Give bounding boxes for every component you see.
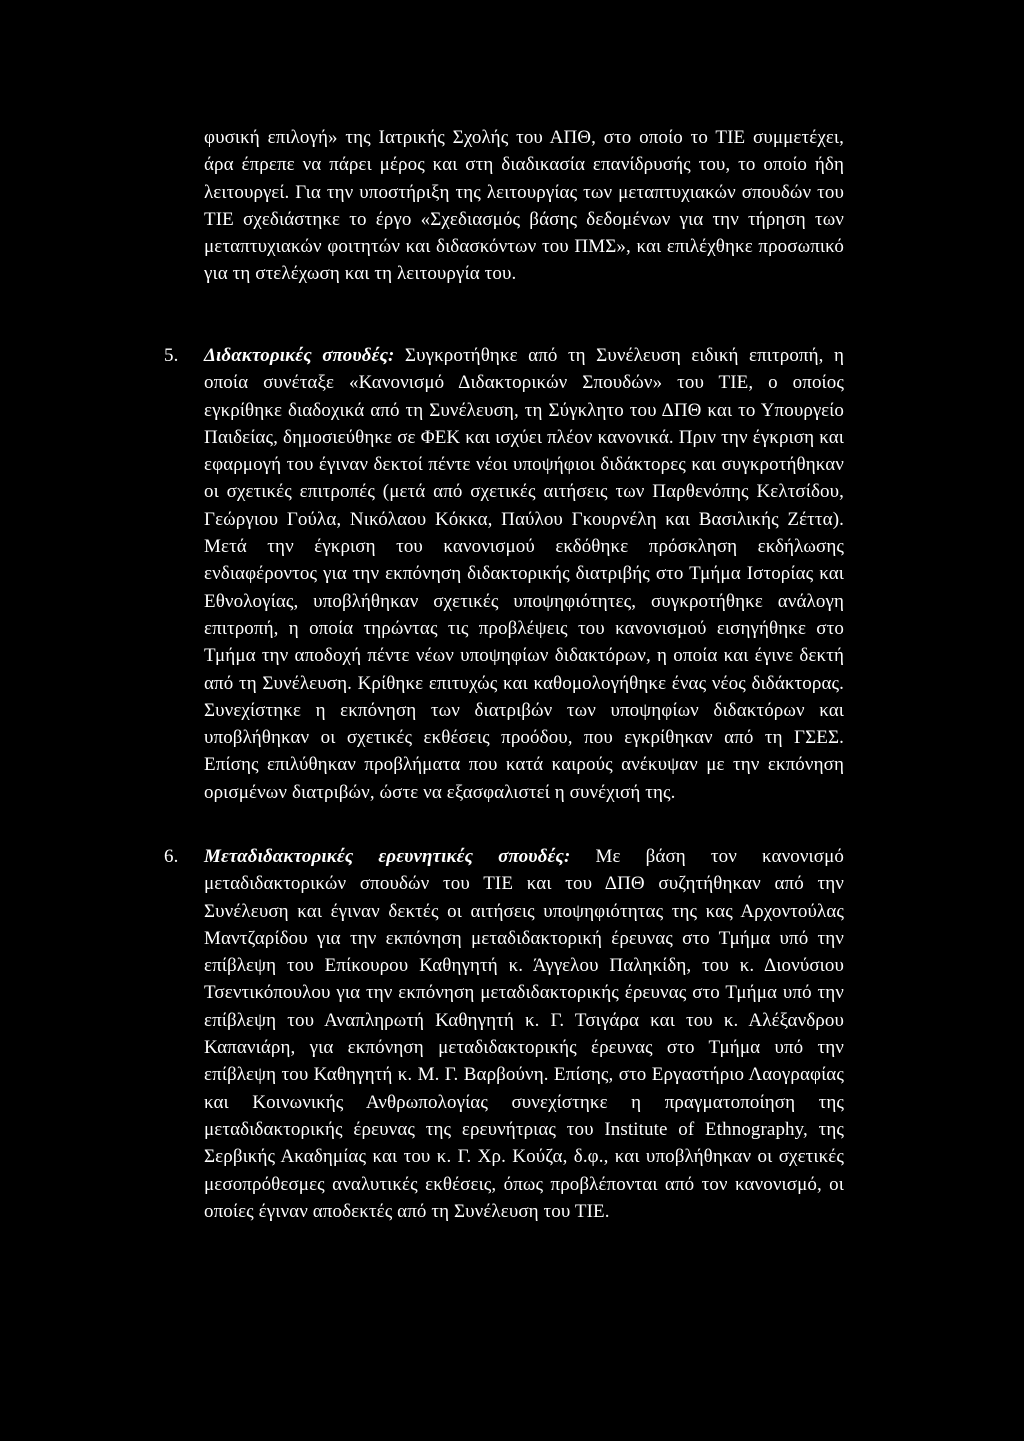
section-6-text: Με βάση τον κανονισμό μεταδιδακτορικών σπουδών του ΤΙΕ και του ΔΠΘ συζητήθηκαν από την Συνέλευση και έγιναν δεκτές οι αιτήσεις υποψηφιότητας της κας Αρχοντούλας Μαντζαρίδου για την εκπόνηση μεταδιδακτορική έρευνας στο Τμήμα υπό την επίβλεψη του Επίκουρου Καθηγητή κ. Άγγελου Παληκίδη, του κ. Διονύσιου Τσεντικόπουλου για την εκπόνηση μεταδιδακτορικής έρευνας στο Τμήμα υπό την επίβλεψη του Αναπληρωτή Καθηγητή κ. Γ. Τσιγάρα και του κ. Αλέξανδρου Καπανιάρη, για εκπόνηση μεταδιδακτορικής έρευνας στο Τμήμα υπό την επίβλεψη του Καθηγητή κ. Μ. Γ. Βαρβούνη. Επίσης, στο Εργαστήριο Λαογραφίας και Κοινωνικής Ανθρωπολογίας συνεχίστηκε η πραγματοποίηση της μεταδιδακτορικής έρευνας της ερευνήτριας του Institute of Ethnography, της Σερβικής Ακαδημίας και του κ. Γ. Χρ. Κούζα, δ.φ., και υποβλήθηκαν οι σχετικές μεσοπρόθεσμες αναλυτικές εκθέσεις, όπως προβλέπονται από τον κανονισμό, οι οποίες έγιναν αποδεκτές από τη Συνέλευση του ΤΙΕ.: [204, 846, 844, 1222]
section-5-paragraph: [164, 342, 844, 806]
continuation-paragraph: φυσική επιλογή» της Ιατρικής Σχολής του ΑΠΘ, στο οποίο το ΤΙΕ συμμετέχει, άρα έπρεπε να πάρει μέρος και στη διαδικασία επανίδρυσής του, το οποίο ήδη λειτουργεί. Για την υποστήριξη της λειτουργίας των μεταπτυχιακών σπουδών του ΤΙΕ σχεδιάστηκε το έργο «Σχεδιασμός βάσης δεδομένων για την τήρηση των μεταπτυχιακών φοιτητών και διδασκόντων του ΠΜΣ», και επιλέχθηκε προσωπικό για τη στελέχωση και τη λειτουργία του.: [204, 127, 844, 285]
section-6-paragraph: [164, 843, 844, 1225]
section-5-number: 5.: [164, 345, 179, 366]
section-6-number: 6.: [164, 846, 179, 867]
section-5-text: Συγκροτήθηκε από τη Συνέλευση ειδική επιτροπή, η οποία συνέταξε «Κανονισμό Διδακτορικών Σπουδών» του ΤΙΕ, ο οποίος εγκρίθηκε διαδοχικά από τη Συνέλευση, τη Σύγκλητο του ΔΠΘ και το Υπουργείο Παιδείας, δημοσιεύθηκε σε ΦΕΚ και ισχύει πλέον κανονικά. Πριν την έγκριση και εφαρμογή του έγιναν δεκτοί πέντε νέοι υποψήφιοι διδάκτορες και συγκροτήθηκαν οι σχετικές επιτροπές (μετά από σχετικές αιτήσεις των Παρθενόπης Κελτσίδου, Γεώργιου Γούλα, Νικόλαου Κόκκα, Παύλου Γκουρνέλη και Βασιλικής Ζέττα). Μετά την έγκριση του κανονισμού εκδόθηκε πρόσκληση εκδήλωσης ενδιαφέροντος για την εκπόνηση διδακτορικής διατριβής στο Τμήμα Ιστορίας και Εθνολογίας, υποβλήθηκαν σχετικές υποψηφιότητες, συγκροτήθηκε ανάλογη επιτροπή, η οποία τηρώντας τις προβλέψεις του κανονισμού εισηγήθηκε στο Τμήμα την αποδοχή πέντε νέων υποψηφίων διδακτόρων, η οποία και έγινε δεκτή από τη Συνέλευση. Κρίθηκε επιτυχώς και καθομολογήθηκε ένας νέος διδάκτορας. Συνεχίστηκε η εκπόνηση των διατριβών των υποψηφίων διδακτόρων και υποβλήθηκαν οι σχετικές εκθέσεις προόδου, που εγκρίθηκαν από τη ΓΣΕΣ. Επίσης επιλύθηκαν προβλήματα που κατά καιρούς ανέκυψαν με την εκπόνηση ορισμένων διατριβών, ώστε να εξασφαλιστεί η συνέχισή της.: [204, 345, 844, 803]
section-5-heading: Διδακτορικές σπουδές:: [204, 345, 395, 366]
section-6-heading: Μεταδιδακτορικές ερευνητικές σπουδές:: [204, 846, 571, 867]
